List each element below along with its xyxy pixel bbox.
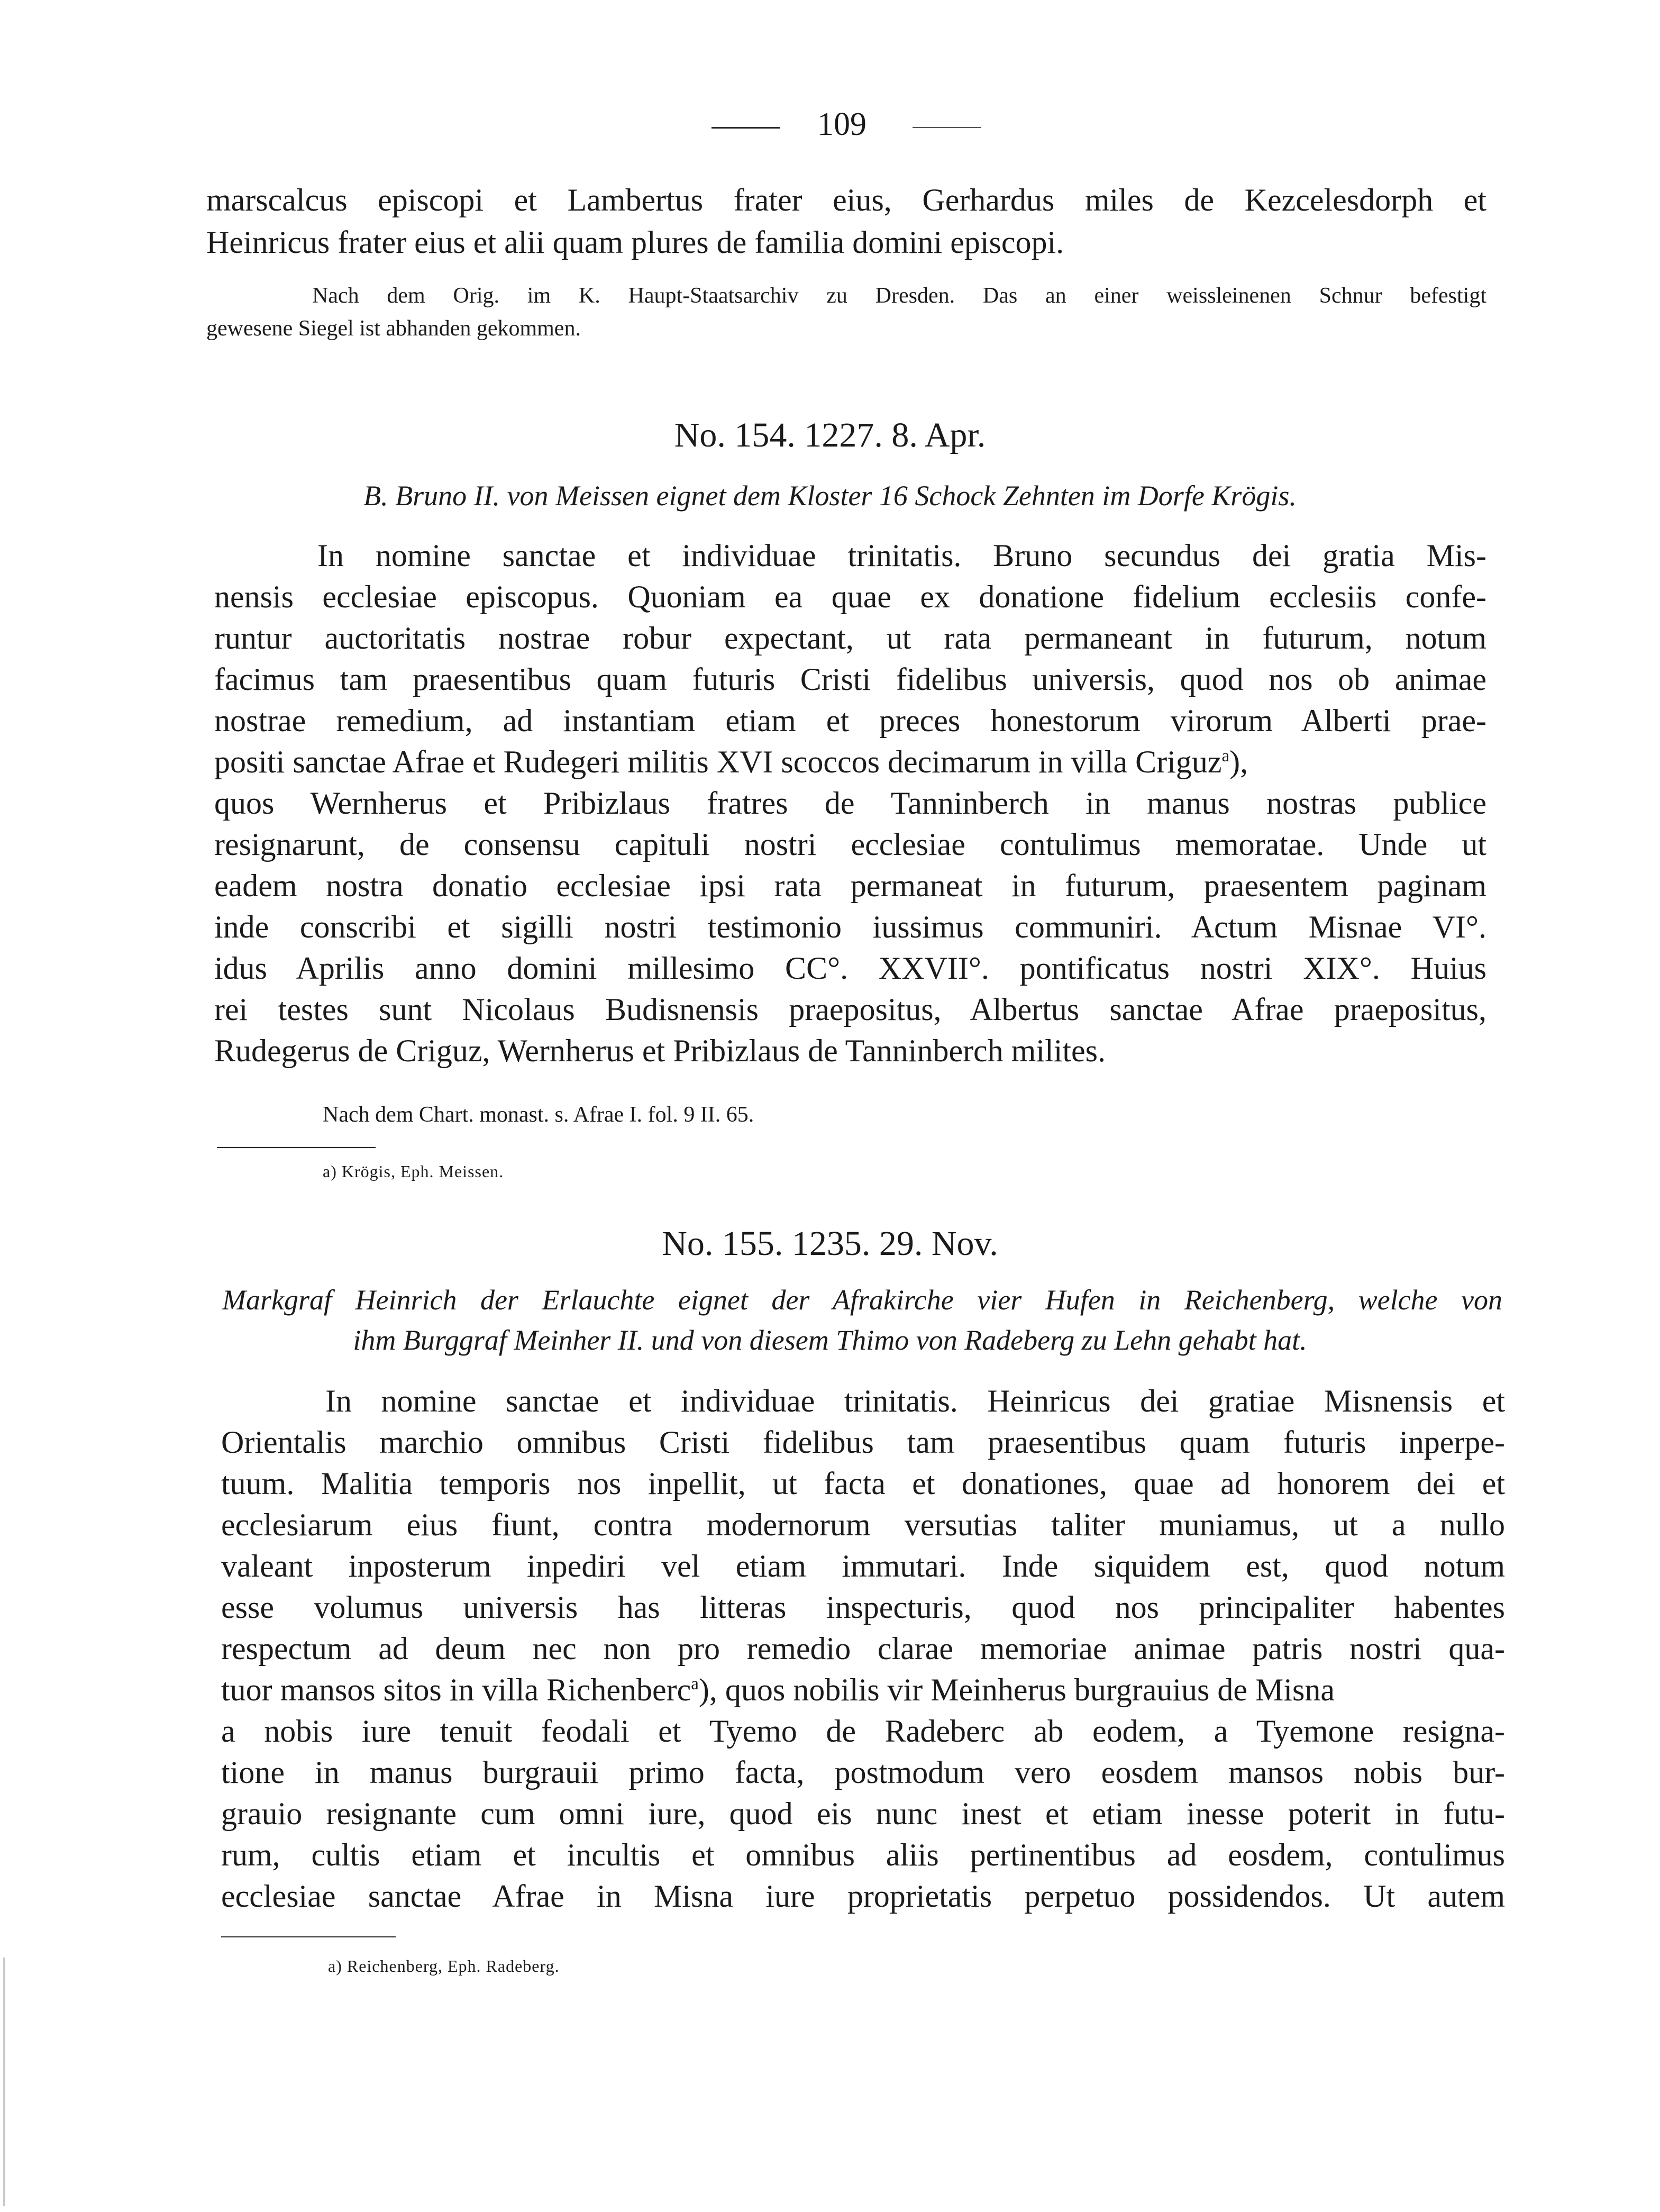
document-summary: B. Bruno II. von Meissen eignet dem Kloster 16 Schock Zehnten im Dorfe Krögis. (363, 480, 1297, 512)
text-line: esse volumus universis has litteras inspecturis, quod nos principaliter habentes (221, 1590, 1505, 1625)
document-heading: No. 155. 1235. 29. Nov. (662, 1224, 998, 1263)
text-line: a nobis iure tenuit feodali et Tyemo de Radeberc ab eodem, a Tyemone resigna- (221, 1714, 1505, 1749)
text-line: Rudegerus de Criguz, Wernherus et Pribizlaus de Tanninberch milites. (214, 1033, 1106, 1068)
text-line (214, 746, 1248, 778)
source-note: Nach dem Chart. monast. s. Afrae I. fol. 9 II. 65. (323, 1103, 754, 1127)
text-segment: ), quos nobilis vir Meinherus burgrauius de Misna (698, 1672, 1335, 1707)
document-heading: No. 154. 1227. 8. Apr. (674, 416, 986, 454)
scan-edge (3, 1958, 5, 2206)
text-line: rum, cultis etiam et incultis et omnibus aliis pertinentibus ad eosdem, contulimus (221, 1837, 1505, 1872)
text-line: nensis ecclesiae episcopus. Quoniam ea quae ex donatione fidelium ecclesiis confe- (214, 579, 1486, 614)
footnote-rule (221, 1936, 396, 1937)
header-rule-right (913, 127, 981, 128)
footnote-marker: a (1221, 747, 1230, 766)
text-line: nostrae remedium, ad instantiam etiam et preces honestorum virorum Alberti prae- (214, 703, 1486, 738)
footnote-marker: a (691, 1674, 699, 1694)
text-line: Orientalis marchio omnibus Cristi fidelibus tam praesentibus quam futuris inperpe- (221, 1425, 1505, 1460)
text-line: rei testes sunt Nicolaus Budisnensis praepositus, Albertus sanctae Afrae praepositus, (214, 992, 1486, 1027)
text-line: In nomine sanctae et individuae trinitatis. Heinricus dei gratiae Misnensis et (325, 1383, 1505, 1418)
text-line: ecclesiae sanctae Afrae in Misna iure proprietatis perpetuo possidendos. Ut autem (221, 1879, 1505, 1914)
text-line: inde conscribi et sigilli nostri testimonio iussimus communiri. Actum Misnae VI°. (214, 909, 1486, 944)
text-segment: ), (1229, 744, 1248, 779)
source-note: gewesene Siegel ist abhanden gekommen. (206, 316, 581, 341)
text-line: resignarunt, de consensu capituli nostri ecclesiae contulimus memoratae. Unde ut (214, 827, 1486, 862)
footnote: a) Reichenberg, Eph. Radeberg. (328, 1956, 560, 1976)
text-line (221, 1674, 1335, 1706)
text-line: tione in manus burgrauii primo facta, postmodum vero eosdem mansos nobis bur- (221, 1755, 1505, 1790)
text-line: quos Wernherus et Pribizlaus fratres de Tanninberch in manus nostras publice (214, 786, 1486, 821)
text-line: ecclesiarum eius fiunt, contra modernorum versutias taliter muniamus, ut a nullo (221, 1507, 1505, 1542)
text-line: respectum ad deum nec non pro remedio clarae memoriae animae patris nostri qua- (221, 1631, 1505, 1666)
document-summary: Markgraf Heinrich der Erlauchte eignet der Afrakirche vier Hufen in Reichenberg, welche von (222, 1284, 1502, 1316)
source-note: Nach dem Orig. im K. Haupt-Staatsarchiv zu Dresden. Das an einer weissleinenen Schnur befestigt (312, 284, 1486, 308)
text-line: facimus tam praesentibus quam futuris Cristi fidelibus universis, quod nos ob animae (214, 662, 1486, 697)
text-line: idus Aprilis anno domini millesimo CC°. XXVII°. pontificatus nostri XIX°. Huius (214, 951, 1486, 986)
page-number: 109 (817, 106, 867, 142)
text-line: eadem nostra donatio ecclesiae ipsi rata permaneat in futurum, praesentem paginam (214, 868, 1486, 903)
text-line: In nomine sanctae et individuae trinitatis. Bruno secundus dei gratia Mis- (317, 538, 1486, 573)
document-summary: ihm Burggraf Meinher II. und von diesem Thimo von Radeberg zu Lehn gehabt hat. (353, 1324, 1307, 1356)
footnote: a) Krögis, Eph. Meissen. (323, 1162, 504, 1181)
footnote-rule (217, 1147, 376, 1148)
text-line: marscalcus episcopi et Lambertus frater eius, Gerhardus miles de Kezcelesdorph et (206, 183, 1486, 217)
text-segment: tuor mansos sitos in villa Richenberc (221, 1672, 691, 1707)
text-line: runtur auctoritatis nostrae robur expectant, ut rata permaneant in futurum, notum (214, 621, 1486, 656)
text-segment: positi sanctae Afrae et Rudegeri militis XVI scoccos decimarum in villa Criguz (214, 744, 1222, 779)
text-line: grauio resignante cum omni iure, quod eis nunc inest et etiam inesse poterit in futu- (221, 1796, 1505, 1831)
header-rule-left (712, 127, 780, 129)
text-line: Heinricus frater eius et alii quam plures de familia domini episcopi. (206, 225, 1064, 260)
text-line: tuum. Malitia temporis nos inpellit, ut facta et donationes, quae ad honorem dei et (221, 1466, 1505, 1501)
text-line: valeant inposterum inpediri vel etiam immutari. Inde siquidem est, quod notum (221, 1549, 1505, 1583)
